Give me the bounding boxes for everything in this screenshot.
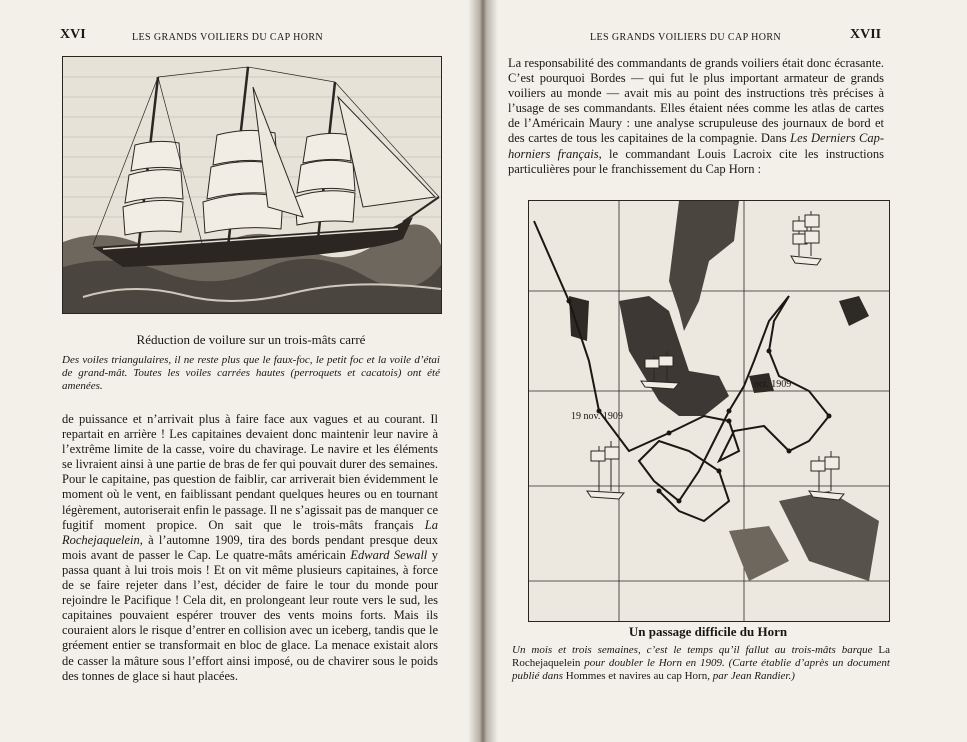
map-caption-part-1: Un mois et trois semaines, c’est le temps qu’il fallut au trois-mâts barque — [512, 644, 879, 656]
map-caption-ship-name: La Rochejaquelein — [512, 644, 890, 669]
map-caption-part-2: pour doubler le Horn en 1909. (Carte établie d’après un document publié dans — [512, 657, 890, 682]
left-body-part-2: , à l’automne 1909, tira des bords pendant presque deux mois avant de passer le Cap. Le quatre-mâts américain — [62, 532, 438, 562]
ship-illustration — [62, 56, 442, 314]
cape-horn-route-map — [528, 200, 890, 622]
map-label-end-date: oct. 1909 — [754, 379, 792, 390]
right-body-text — [508, 56, 884, 177]
ship-name-edward-sewall: Edward Sewall — [350, 547, 428, 562]
map-caption-part-3: , par Jean Randier.) — [707, 670, 795, 682]
left-body-part-1: de puissance et n’arrivait plus à faire face aux vagues et au courant. Il repartait en arrière ! Les capitaines devaient donc maintenir leur navire à l’extrême limite de la casse, voire du chavirage. Le navire et les éléments se livraient ainsi à une partie de bras de fer qui pouvait durer des semaines. Pour le capitaine, pas question de faiblir, car arriverait bien évidemment le moment où le vent, en faiblissant pendant quelques heures ou en tournant légèrement, autoriserait enfin le passage. Il ne s’agissait pas de manquer ce fugitif moment propice. On sait que le trois-mâts français — [62, 412, 438, 532]
ship-figure-caption: Des voiles triangulaires, il ne reste plus que le faux-foc, le petit foc et la voile d’étai de grand-mât. Toutes les voiles carrées hautes (perroquets et cacatois) ont été amenées. — [62, 354, 440, 392]
right-body-part-1: La responsabilité des commandants de grands voiliers était donc écrasante. C’est pourquoi Bordes — qui fut le plus important armateur de grands voiliers au monde — avait mis au point des instructions très précises à l’usage de ses commandants. Elles étaient nées comme les atlas de cartes de l’Américain Maury : une analyse scrupuleuse des journaux de bord et des cartes de tous les capitaines de la compagnie. Dans — [508, 56, 884, 146]
map-caption-source-title: Hommes et navires au cap Horn — [565, 670, 708, 682]
book-title-derniers-cap-horniers: Les Derniers Cap-horniers français — [508, 131, 884, 161]
right-running-head: LES GRANDS VOILIERS DU CAP HORN — [590, 32, 782, 43]
ship-name-la-rochejaquelein: La Rochejaquelein — [62, 517, 438, 547]
left-body-text — [62, 412, 438, 684]
book-gutter — [468, 0, 498, 742]
left-running-head: LES GRANDS VOILIERS DU CAP HORN — [132, 32, 324, 43]
right-body-part-2: , le commandant Louis Lacroix cite les instructions particulières pour le franchissement du Cap Horn : — [508, 146, 884, 176]
left-body-part-3: y passa quant à lui trois mois ! Et on vit même plusieurs capitaines, à force de se faire rejeter dans l’est, décider de faire le tour du monde pour rejoindre le Pacifique ! Cela dit, en prolongeant leur route vers le sud, les capitaines pouvaient espérer trouver des vents moins forts. Mais ils couraient alors le risque d’entrer en collision avec un iceberg, tandis que le gréement entier se transformait en bloc de glace. La menace existait alors de casser la mâture sous l’effort ainsi imposé, ou de chavirer sous le poids des tonnes de glace si haut placées. — [62, 547, 438, 683]
right-folio: XVII — [850, 27, 882, 42]
map-figure-title: Un passage difficile du Horn — [628, 624, 788, 639]
map-label-start-date: 19 nov. 1909 — [571, 411, 623, 422]
ship-figure-title: Réduction de voilure sur un trois-mâts carré — [136, 332, 366, 347]
map-figure-caption — [512, 644, 890, 683]
left-folio: XVI — [60, 27, 86, 42]
